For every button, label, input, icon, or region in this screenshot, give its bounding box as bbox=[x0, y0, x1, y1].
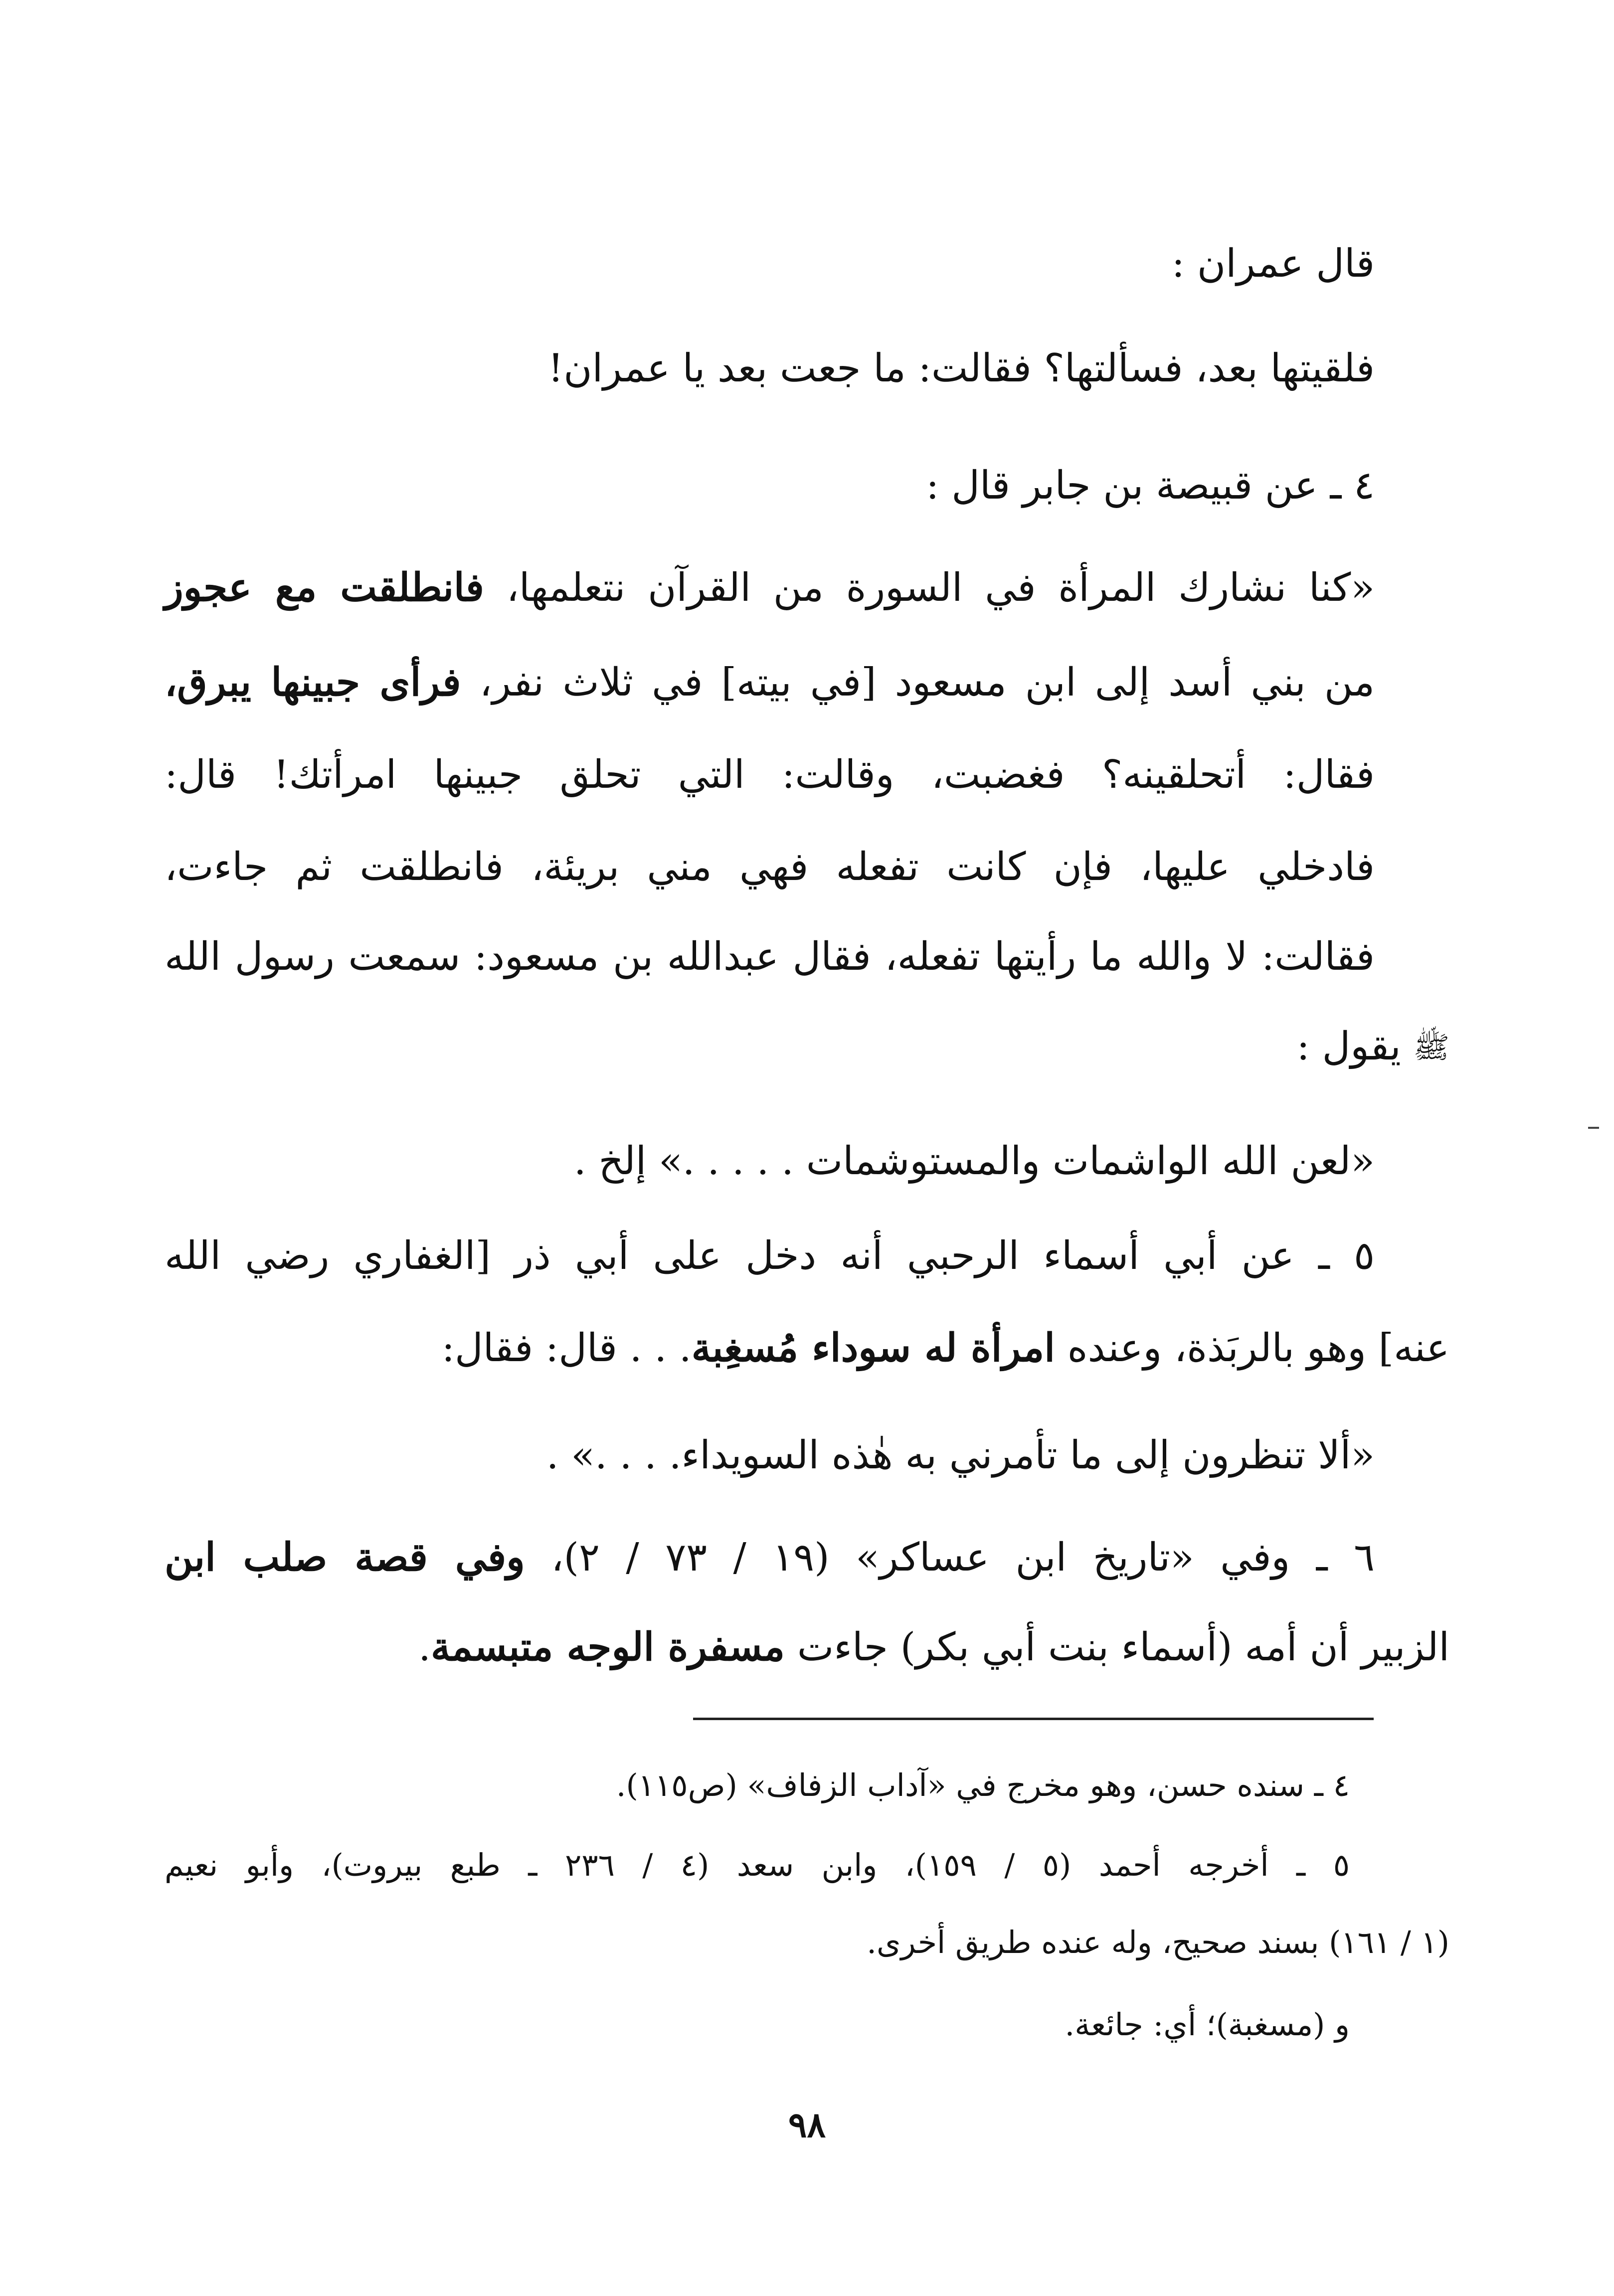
footnote-text: ٥ ـ أخرجه أحمد (٥ / ١٥٩)، وابن سعد (٤ / ٢٣٦ ـ طبع بيروت)، وأبو نعيم bbox=[165, 1847, 1350, 1883]
paragraph-text: يقول : bbox=[1296, 1024, 1414, 1069]
text-line bbox=[165, 1535, 1375, 1580]
paragraph-text: . . . قال: فقال: bbox=[441, 1326, 692, 1371]
paragraph-text: من بني أسد إلى ابن مسعود [في بيته] في ثلاث نفر، bbox=[461, 660, 1375, 705]
footnote-line bbox=[165, 1847, 1350, 1883]
paragraph-text: «كنا نشارك المرأة في السورة من القرآن نتعلمها، bbox=[484, 565, 1375, 610]
paragraph-text: ٦ ـ وفي «تاريخ ابن عساكر» (١٩ / ٧٣ / ٢)، bbox=[525, 1535, 1375, 1580]
footnote-line bbox=[1065, 2006, 1350, 2043]
text-line bbox=[165, 845, 1375, 889]
text-line bbox=[165, 1234, 1375, 1278]
footnote-text: ٤ ـ سنده حسن، وهو مخرج في «آداب الزفاف» (ص١١٥). bbox=[616, 1767, 1350, 1803]
footnote-divider bbox=[693, 1718, 1374, 1720]
salawat-glyph: ﷺ bbox=[1413, 1030, 1449, 1065]
text-line bbox=[546, 1433, 1375, 1478]
scan-artifact bbox=[1588, 1127, 1599, 1129]
text-line bbox=[926, 463, 1375, 508]
quote-text: «لعن الله الواشمات والمستوشمات . . . . .» إلخ . bbox=[573, 1139, 1375, 1184]
text-line bbox=[441, 1325, 1449, 1371]
text-line bbox=[547, 346, 1375, 391]
text-line bbox=[418, 1624, 1449, 1670]
paragraph-text: فادخلي عليها، فإن كانت تفعله فهي مني بريئة، فانطلقت ثم جاءت، bbox=[165, 845, 1375, 889]
paragraph-text: قال عمران : bbox=[1171, 241, 1375, 286]
footnote-line bbox=[867, 1924, 1449, 1960]
text-line bbox=[1296, 1024, 1449, 1069]
text-line bbox=[165, 565, 1375, 610]
footnote-line bbox=[616, 1767, 1350, 1803]
paragraph-text: الزبير أن أمه (أسماء بنت أبي بكر) جاءت bbox=[785, 1625, 1449, 1670]
paragraph-text: فقال: أتحلقينه؟ فغضبت، وقالت: التي تحلق جبينها امرأتك! قال: bbox=[165, 752, 1375, 797]
bold-text: فرأى جبينها يبرق، bbox=[165, 660, 461, 705]
text-line bbox=[165, 934, 1375, 979]
footnote-text: (١ / ١٦١) بسند صحيح، وله عنده طريق أخرى. bbox=[867, 1924, 1449, 1960]
paragraph-text: فقالت: لا والله ما رأيتها تفعله، فقال عبدالله بن مسعود: سمعت رسول الله bbox=[165, 934, 1375, 979]
bold-text: وفي قصة صلب ابن bbox=[165, 1535, 525, 1580]
text-line bbox=[1171, 241, 1375, 286]
text-line bbox=[573, 1139, 1375, 1184]
quote-text: «ألا تنظرون إلى ما تأمرني به هٰذه السويداء. . . .» . bbox=[546, 1433, 1375, 1478]
text-line bbox=[165, 660, 1375, 705]
bold-text: مسفرة الوجه متبسمة bbox=[430, 1624, 785, 1670]
paragraph-text: ٥ ـ عن أبي أسماء الرحبي أنه دخل على أبي ذر [الغفاري رضي الله bbox=[165, 1234, 1375, 1278]
paragraph-text: . bbox=[418, 1625, 431, 1670]
page-number: ٩٨ bbox=[788, 2104, 826, 2145]
paragraph-text: عنه] وهو بالربَذة، وعنده bbox=[1055, 1326, 1449, 1371]
text-line bbox=[165, 752, 1375, 797]
bold-text: فانطلقت مع عجوز bbox=[165, 565, 484, 610]
paragraph-text: ٤ ـ عن قبيصة بن جابر قال : bbox=[926, 463, 1375, 508]
footnote-text: و (مسغبة)؛ أي: جائعة. bbox=[1065, 2006, 1350, 2043]
bold-text: امرأة له سوداء مُسغِبة bbox=[691, 1325, 1055, 1371]
paragraph-text: فلقيتها بعد، فسألتها؟ فقالت: ما جعت بعد يا عمران! bbox=[547, 346, 1375, 391]
